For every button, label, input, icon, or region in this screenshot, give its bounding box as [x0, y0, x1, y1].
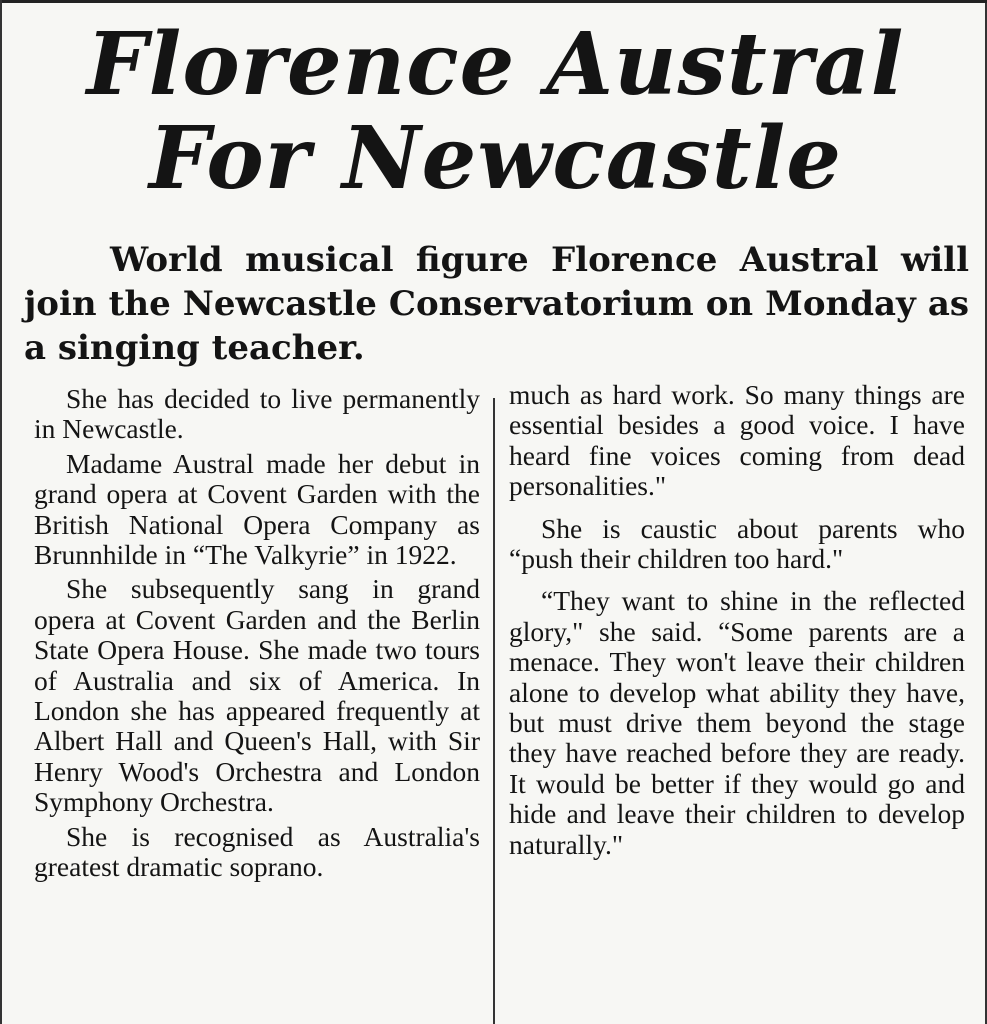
standfirst: World musical figure Florence Austral will join the Newcastle Conservatorium on Monday as a singing teacher.: [24, 240, 969, 368]
column-divider: [493, 398, 495, 1024]
headline-line-2: For Newcastle: [149, 108, 842, 209]
top-rule: [2, 0, 987, 3]
paragraph: much as hard work. So many things are essential besides a good voice. I have heard fine voices coming from dead personalities.": [509, 379, 965, 502]
paragraph: “They want to shine in the reflected glory," she said. “Some parents are a menace. They won't leave their children alone to develop what ability they have, but must drive them beyond the stage they have reached before they are ready. It would be better if they would go and hide and leave their children to develop naturally.": [509, 585, 965, 860]
paragraph: She is recognised as Australia's greatest dramatic soprano.: [34, 820, 480, 883]
right-column: [509, 380, 965, 872]
paragraph: She is caustic about parents who “push their children too hard.": [509, 512, 965, 575]
headline: [2, 14, 987, 209]
paragraph: She subsequently sang in grand opera at Covent Garden and the Berlin State Opera House. She made two tours of Australia and six of America. In London she has appeared frequently at Albert Hall and Queen's Hall, with Sir Henry Wood's Orchestra and London Symphony Orchestra.: [34, 573, 480, 818]
paragraph: She has decided to live permanently in Newcastle.: [34, 383, 480, 445]
left-column: [34, 384, 480, 887]
headline-line-1: Florence Austral: [86, 14, 905, 115]
paragraph: Madame Austral made her debut in grand opera at Covent Garden with the British National Opera Company as Brunnhilde in “The Valkyrie” in 1922.: [34, 447, 480, 571]
